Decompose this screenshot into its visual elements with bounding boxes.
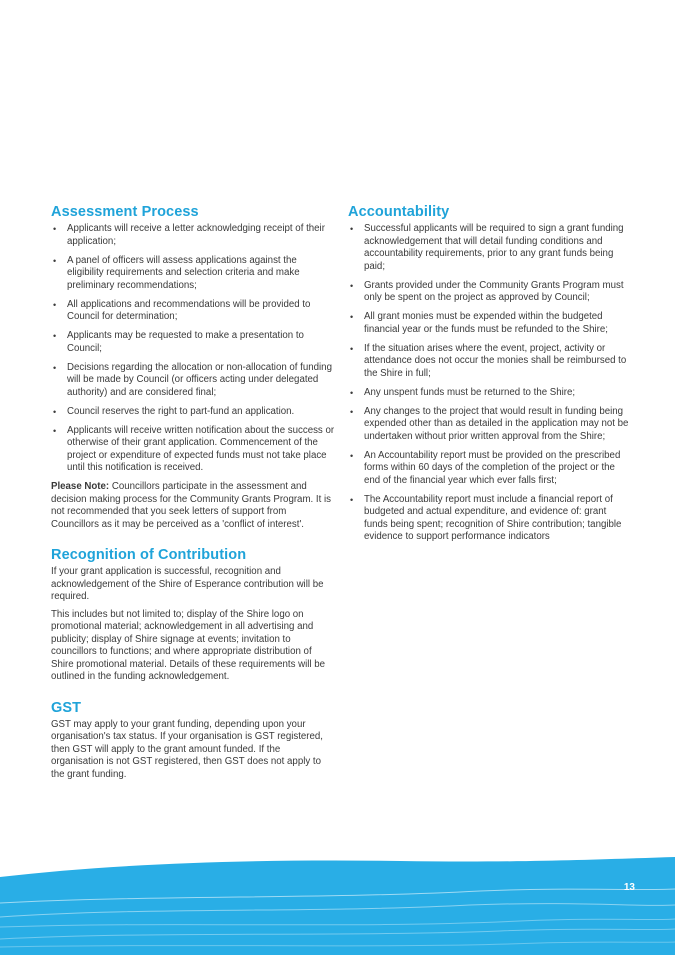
wave-background — [0, 857, 675, 955]
list-item: • Applicants may be requested to make a presentation to Council; — [53, 330, 304, 354]
recognition-paragraph: If your grant application is successful, recognition and acknowledgement of the Shire of Esperance contribution will be required. — [51, 566, 324, 602]
list-item: • If the situation arises where the event, project, activity or attendance does not occur the monies shall be reimbursed to the Shire in full; — [350, 342, 627, 379]
bullet-icon: • — [53, 425, 57, 436]
gst-heading: GST — [51, 699, 82, 716]
assessment-list — [51, 223, 335, 475]
left-column — [51, 204, 335, 786]
please-note-text: Councillors participate in the assessment and decision making process for the Community Grants Program. It is not recommended that you seek letters of support from Councillors as it may be perceived as a 'conflict of interest'. — [51, 481, 331, 530]
please-note-label: Please Note: — [51, 481, 110, 492]
list-item: • Applicants will receive a letter acknowledging receipt of their application; — [53, 223, 325, 247]
please-note-paragraph — [51, 481, 335, 531]
bullet-icon: • — [350, 224, 354, 234]
bullet-icon: • — [350, 387, 354, 398]
list-item: • The Accountability report must include a financial report of budgeted and actual expenditure, and evidence of: grant funds being spent; recognition of Shire contribution; tangible evidence to support performance indicators — [350, 493, 622, 542]
bullet-icon: • — [53, 331, 57, 341]
bullet-icon: • — [350, 312, 354, 322]
accountability-list — [348, 223, 630, 544]
list-item: • All applications and recommendations will be provided to Council for determination; — [53, 298, 311, 322]
bullet-icon: • — [53, 255, 57, 266]
right-column — [348, 204, 630, 550]
list-item: • Any unspent funds must be returned to the Shire; — [350, 386, 576, 398]
list-item: • Applicants will receive written notification about the success or otherwise of their grant application. Commencement of the project or expenditure of expected funds must not take place until this notification is received. — [53, 424, 335, 473]
list-item: • All grant monies must be expended within the budgeted financial year or the funds must be refunded to the Shire; — [350, 311, 608, 335]
recognition-heading: Recognition of Contribution — [51, 547, 247, 563]
bullet-icon: • — [350, 406, 354, 417]
bullet-icon: • — [53, 362, 57, 373]
gst-paragraph: GST may apply to your grant funding, depending upon your organisation's tax status. If your organisation is GST registered, then GST will apply to the grant amount funded. If the organisation is not GST registered, then GST does not apply to the grant funding. — [51, 718, 323, 780]
bullet-icon: • — [350, 343, 354, 354]
recognition-paragraph: This includes but not limited to; display of the Shire logo on promotional material; acknowledgement in all advertising and publicity; display of Shire signage at events; invitation to councillors to functions; and where appropriate distribution of Shire promotional material. Details of these requirements will be outlined in the funding acknowledgement. — [51, 608, 326, 682]
bullet-icon: • — [53, 299, 57, 310]
page-number: 13 — [623, 882, 635, 893]
assessment-heading: Assessment Process — [51, 204, 199, 220]
list-item: • Successful applicants will be required to sign a grant funding acknowledgement that will detail funding conditions and accountability requirements, prior to any grant funds being paid; — [350, 223, 624, 272]
list-item: • A panel of officers will assess applications against the eligibility requirements and selection criteria and make preliminary recommendations; — [53, 254, 300, 291]
bullet-icon: • — [350, 450, 354, 461]
list-item: • Decisions regarding the allocation or non-allocation of funding will be made by Council (or officers acting under delegated authority) and are considered final; — [53, 361, 332, 398]
bullet-icon: • — [350, 494, 354, 505]
bullet-icon: • — [350, 280, 354, 291]
accountability-heading: Accountability — [348, 204, 450, 220]
footer-wave-band — [0, 855, 675, 955]
bullet-icon: • — [53, 406, 57, 417]
list-item: • Council reserves the right to part-fund an application. — [53, 405, 295, 417]
bullet-icon: • — [53, 224, 57, 234]
list-item: • An Accountability report must be provided on the prescribed forms within 60 days of the completion of the project or the end of the financial year which ever falls first; — [350, 449, 621, 486]
list-item: • Grants provided under the Community Grants Program must only be spent on the project as approved by Council; — [350, 279, 624, 303]
list-item: • Any changes to the project that would result in funding being expended other than as detailed in the application may not be undertaken without prior written approval from the Shire; — [350, 405, 629, 442]
